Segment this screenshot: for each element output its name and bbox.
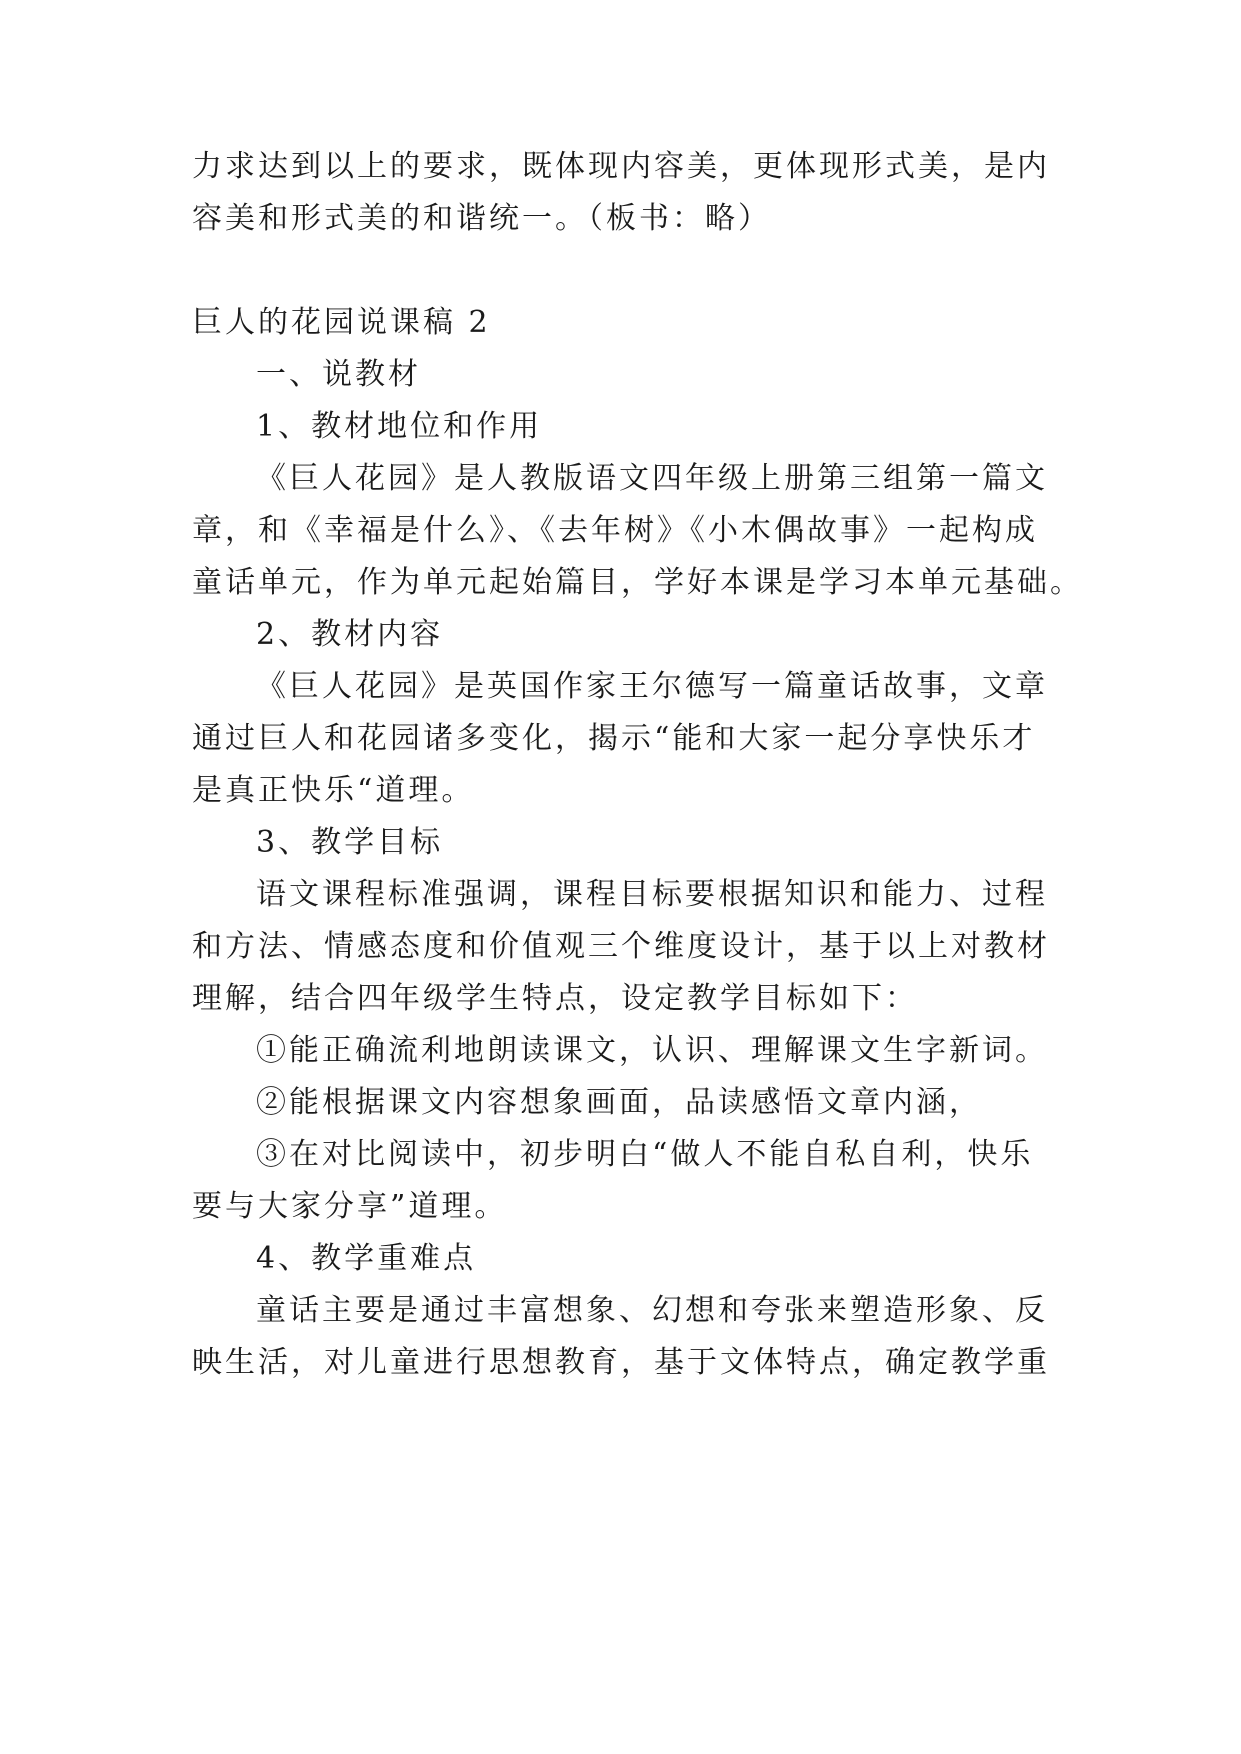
- heading-level-2: 1、教材地位和作用: [256, 409, 543, 444]
- list-item: ①能正确流利地朗读课文，认识、理解课文生字新词。: [256, 1033, 1048, 1068]
- paragraph-line: 《巨人花园》是英国作家王尔德写一篇童话故事，文章: [256, 669, 1048, 704]
- list-item-continuation: 要与大家分享”道理。: [192, 1189, 508, 1224]
- paragraph-line: 是真正快乐“道理。: [192, 773, 475, 808]
- paragraph-line: 通过巨人和花园诸多变化，揭示“能和大家一起分享快乐才: [192, 721, 1036, 756]
- text-line: 容美和形式美的和谐统一。（板书：略）: [192, 201, 771, 236]
- paragraph-line: 《巨人花园》是人教版语文四年级上册第三组第一篇文: [256, 461, 1048, 496]
- heading-level-1: 一、说教材: [256, 357, 421, 392]
- paragraph-line: 童话单元，作为单元起始篇目，学好本课是学习本单元基础。: [192, 565, 1083, 600]
- section-title: 巨人的花园说课稿 2: [192, 305, 491, 340]
- heading-level-2: 2、教材内容: [256, 617, 444, 652]
- list-item: ②能根据课文内容想象画面，品读感悟文章内涵，: [256, 1085, 982, 1120]
- heading-level-2: 3、教学目标: [256, 825, 444, 860]
- paragraph-line: 理解，结合四年级学生特点，设定教学目标如下：: [192, 981, 918, 1016]
- paragraph-line: 章，和《幸福是什么》、《去年树》《小木偶故事》一起构成: [192, 513, 1038, 548]
- paragraph-line: 语文课程标准强调，课程目标要根据知识和能力、过程: [256, 877, 1048, 912]
- paragraph-line: 和方法、情感态度和价值观三个维度设计，基于以上对教材: [192, 929, 1050, 964]
- paragraph-line: 映生活，对儿童进行思想教育，基于文体特点，确定教学重: [192, 1345, 1050, 1380]
- heading-level-2: 4、教学重难点: [256, 1241, 477, 1276]
- paragraph-line: 童话主要是通过丰富想象、幻想和夸张来塑造形象、反: [256, 1293, 1048, 1328]
- text-line: 力求达到以上的要求，既体现内容美，更体现形式美，是内: [192, 149, 1050, 184]
- list-item: ③在对比阅读中，初步明白“做人不能自私自利，快乐: [256, 1137, 1034, 1172]
